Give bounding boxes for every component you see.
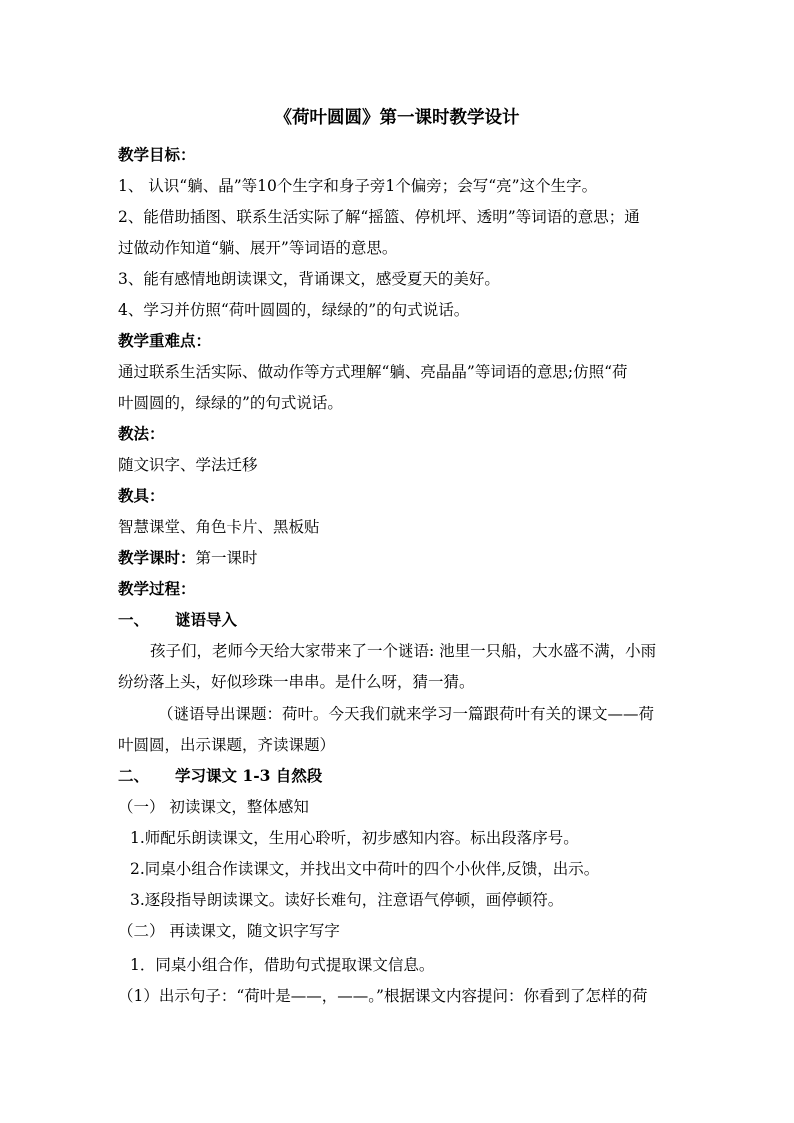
period-line (118, 548, 678, 568)
goal-item-1: 1、 认识“躺、晶”等10个生字和身子旁1个偏旁；会写“亮”这个生字。 (118, 177, 598, 195)
answer-line-2: 叶圆圆，出示课题，齐读课题） (118, 736, 336, 754)
goal-item-4: 4、学习并仿照“荷叶圆圆的，绿绿的”的句式说话。 (118, 301, 470, 319)
riddle-line-2: 纷纷落上头，好似珍珠一串串。是什么呀，猜一猜。 (118, 673, 475, 691)
tools-text: 智慧课堂、角色卡片、黑板贴 (118, 518, 320, 536)
process-heading: 教学过程： (118, 579, 196, 598)
subsection-1-item-2: 2.同桌小组合作读课文，并找出文中荷叶的四个小伙伴,反馈，出示。 (130, 860, 600, 878)
goals-heading: 教学目标： (118, 145, 196, 164)
subsection-1-item-3: 3.逐段指导朗读课文。读好长难句，注意语气停顿，画停顿符。 (130, 891, 564, 909)
section-1-title: 谜语导入 (175, 610, 238, 629)
document-title: 《荷叶圆圆》第一课时教学设计 (274, 108, 520, 128)
section-2-number: 二、 (118, 766, 150, 785)
subsection-2-item-1: 1．同桌小组合作，借助句式提取课文信息。 (130, 956, 435, 974)
subsection-2-heading: （二） 再读课文，随文识字写字 (118, 922, 340, 940)
goal-item-2: 2、能借助插图、联系生活实际了解“摇篮、停机坪、透明”等词语的意思；通 (118, 208, 640, 226)
subsection-1-heading: （一） 初读课文，整体感知 (118, 798, 309, 816)
section-2-heading (118, 766, 678, 786)
goal-item-2-continued: 过做动作知道“躺、展开”等词语的意思。 (118, 239, 398, 257)
section-1-heading (118, 610, 678, 630)
period-heading: 教学课时： (118, 548, 196, 567)
subsection-2-item-2: （1）出示句子：“荷叶是——，——。”根据课文内容提问：你看到了怎样的荷 (118, 987, 648, 1005)
method-heading: 教法： (118, 424, 165, 443)
key-points-line-2: 叶圆圆的，绿绿的”的句式说话。 (118, 394, 343, 412)
key-points-line-1: 通过联系生活实际、做动作等方式理解“躺、亮晶晶”等词语的意思;仿照“荷 (118, 363, 628, 381)
riddle-line-1: 孩子们，老师今天给大家带来了一个谜语: 池里一只船，大水盛不满，小雨 (150, 642, 657, 660)
period-text: 第一课时 (195, 549, 258, 567)
section-1-number: 一、 (118, 610, 150, 629)
method-text: 随文识字、学法迁移 (118, 456, 258, 474)
key-points-heading: 教学重难点： (118, 331, 212, 350)
goal-item-3: 3、能有感情地朗读课文，背诵课文，感受夏天的美好。 (118, 270, 500, 288)
tools-heading: 教具： (118, 486, 165, 505)
section-2-title: 学习课文 1-3 自然段 (175, 766, 323, 785)
subsection-1-item-1: 1.师配乐朗读课文，生用心聆听，初步感知内容。标出段落序号。 (130, 829, 579, 847)
answer-line-1: （谜语导出课题：荷叶。今天我们就来学习一篇跟荷叶有关的课文——荷 (158, 705, 655, 723)
